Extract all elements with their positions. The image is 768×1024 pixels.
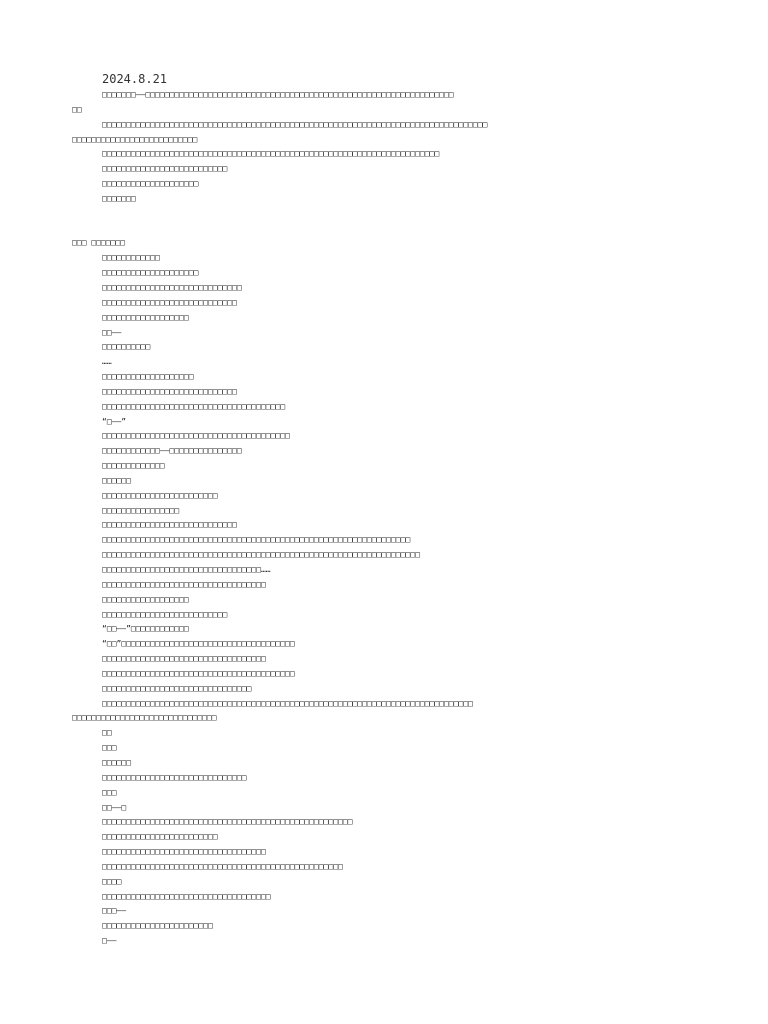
text-line: □□□□□□□ bbox=[102, 193, 136, 203]
text-line: □□□□□□□□□□□□□□□□□□□□□□□ bbox=[102, 921, 213, 931]
document-body bbox=[0, 88, 768, 949]
text-line: □□□□□□□□□□□□□□□□□□□□□□□□□□□□ bbox=[102, 520, 237, 530]
text-line: □□——□ bbox=[102, 802, 127, 812]
text-line: □□—— bbox=[102, 327, 122, 337]
text-line: □□□□□□□□□□□□□□□□□□□□□□□□□□□□□□□□□□ bbox=[102, 579, 266, 589]
text-line: □□□□□□□□□□□□□□□□□□□□□□□□□□□□□ bbox=[102, 282, 242, 292]
text-line: □□□□□□□□□□□□□□□□□□□□□□□□ bbox=[102, 490, 218, 500]
text-line: □□□□□□□□□□□□□□□□□□□□□□□□□□□□□□□□□□□□□□□□□□□□□□□□□□□□ bbox=[102, 817, 353, 827]
text-line: □□□□□□□□□□□□□□□□□□□□□□□□□□ bbox=[102, 164, 228, 174]
text-line: □□□□□□ bbox=[102, 757, 131, 767]
text-line: □□□□□□□□□□□□□□□□□□□□□□□□ bbox=[102, 832, 218, 842]
text-line: □□□—— bbox=[102, 906, 127, 916]
blank-line bbox=[0, 207, 768, 222]
text-line: □□□□□□□□□□□□□□□□ bbox=[102, 505, 180, 515]
text-line: □□□□□□□□□□□□□□□□□□□□□□□□□□□□□□□□□□ bbox=[102, 654, 266, 664]
text-line: □□□□□□□□□□□□□□□□□□□□□□□□□□□□□□□□□□□□□□□□ bbox=[102, 668, 295, 678]
text-line: “□——” bbox=[102, 416, 127, 426]
text-line: □□□□□□□□□□□□——□□□□□□□□□□□□□□□ bbox=[102, 446, 242, 456]
text-line: □□□□□□□□□□□□□□□□□□□□□□□□□□□□□□□□□□□□□□□ bbox=[102, 431, 290, 441]
text-line: □□□□□□□□□□□□□□□□□□□□□□□□□□□□□□□ bbox=[102, 683, 252, 693]
text-line: □□□□□□□□□□□□□□□□□□□□□□□□□□□□□□□□□□ bbox=[102, 847, 266, 857]
text-line: □□□□□□□□□□□□□□□□□□□□□□□□□□□□□□□□□□□□□□□□□□□□□□□□□□□□□□□□□□□□□□□□□□□□□□□□□□□□□ bbox=[102, 698, 473, 708]
text-line: □□□□□□□□□□□□□□□□□□□□□□□□□□□□□□□□□□□□□□□□□□□□□□□□□□□□□□□□□□□□□□□□□□□□□□□□□□□□□□□□ bbox=[102, 119, 488, 129]
text-line: □—— bbox=[102, 936, 117, 946]
text-line: …… bbox=[102, 357, 112, 367]
text-line: □□□□□□□□□□□□□□□□□□□□□□□□□□□□□□□□□…… bbox=[102, 565, 271, 574]
text-line: □□□□□□□□□□□□□□□□□□□□□□□□□□□□□□□□□□□□□□□□□□□□□□□□□□ bbox=[102, 861, 343, 871]
text-line: “□□”□□□□□□□□□□□□□□□□□□□□□□□□□□□□□□□□□□□□ bbox=[102, 639, 295, 649]
text-line: □□□□□□ bbox=[102, 475, 131, 485]
text-line: □□□□□□□□□□□□□□□□□□□□ bbox=[102, 268, 199, 278]
text-line: □□□ bbox=[102, 743, 117, 753]
text-line: □□ bbox=[102, 728, 112, 738]
text-line: □□□□□□□□□□□□□□□□□□□□□□□□□□□□ bbox=[102, 386, 237, 396]
text-line: □□□□□□□□□□□□ bbox=[102, 253, 160, 263]
document-date: 2024.8.21 bbox=[102, 72, 168, 86]
text-line: “□□——”□□□□□□□□□□□□ bbox=[102, 624, 189, 634]
text-line: □□□□□□□□□□□□□□□□□□□□□□□□□□ bbox=[102, 609, 228, 619]
text-line: □□□□ bbox=[102, 876, 122, 886]
text-line: □□ bbox=[72, 104, 82, 114]
text-line: □□□□□□□□□□□□□□□□□□□□□□□□□□□□□□□□□□□□□□□□□□□□□□□□□□□□□□□□□□□□□□□□□□ bbox=[102, 550, 420, 560]
text-line: □□□□□□□□□□□□□□□□□□ bbox=[102, 594, 189, 604]
text-line: □□□□□□□□□□□□□ bbox=[102, 461, 165, 471]
text-line: □□□□□□□□□□□□□□□□□□ bbox=[102, 312, 189, 322]
text-line: □□□□□□□□□□□□□□□□□□□□□□□□□□□□□□□□□□□□□□□□□□□□□□□□□□□□□□□□□□□□□□□□ bbox=[102, 535, 411, 545]
text-line: □□□□□□□□□□□□□□□□□□□□ bbox=[102, 179, 199, 189]
text-line: □□□□□□□□□□□□□□□□□□□ bbox=[102, 372, 194, 382]
text-line: □□□ □□□□□□□ bbox=[72, 238, 125, 248]
text-line: □□□□□□□□□□□□□□□□□□□□□□□□□□□□□□□□□□□ bbox=[102, 891, 271, 901]
text-line: □□□□□□□□□□ bbox=[102, 342, 151, 352]
text-line: □□□□□□□□□□□□□□□□□□□□□□□□□□□□□□ bbox=[102, 772, 247, 782]
text-line: □□□□□□□□□□□□□□□□□□□□□□□□□□□□□□□□□□□□□□□□□□□□□□□□□□□□□□□□□□□□□□□□□□□□□□ bbox=[102, 149, 440, 159]
text-line: □□□□□□□□□□□□□□□□□□□□□□□□□□□□□□ bbox=[72, 713, 217, 723]
text-line: □□□□□□□□□□□□□□□□□□□□□□□□□□□□ bbox=[102, 297, 237, 307]
text-line: □□□ bbox=[102, 787, 117, 797]
text-line: □□□□□□□——□□□□□□□□□□□□□□□□□□□□□□□□□□□□□□□□□□□□□□□□□□□□□□□□□□□□□□□□□□□□□□□□ bbox=[102, 90, 454, 99]
blank-line bbox=[0, 222, 768, 237]
text-line: □□□□□□□□□□□□□□□□□□□□□□□□□□ bbox=[72, 134, 198, 144]
text-line: □□□□□□□□□□□□□□□□□□□□□□□□□□□□□□□□□□□□□□ bbox=[102, 401, 286, 411]
